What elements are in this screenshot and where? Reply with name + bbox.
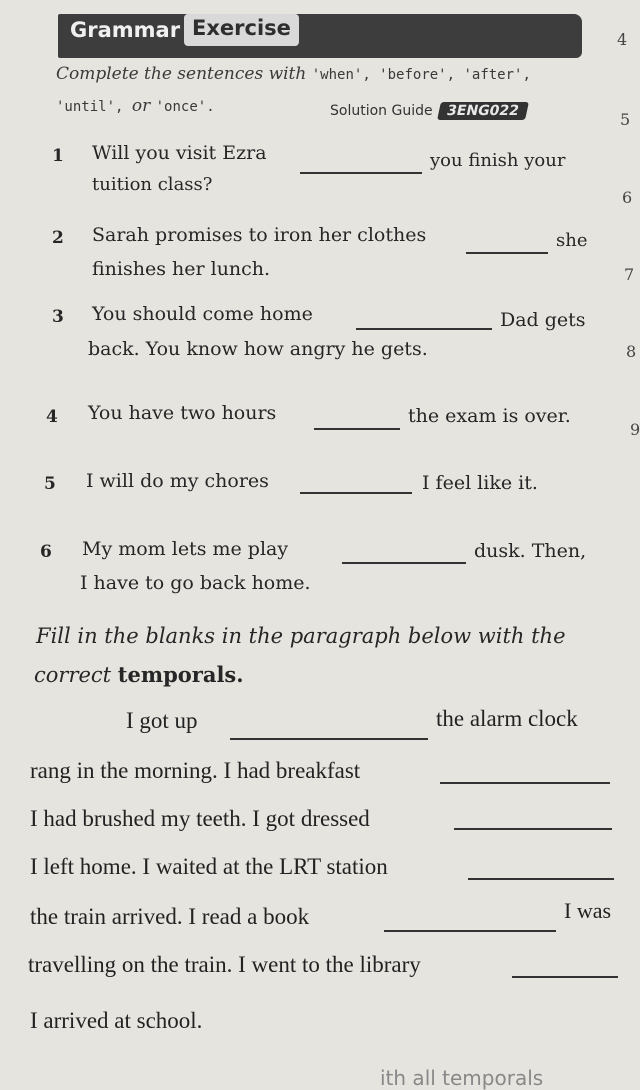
question-text: You should come home xyxy=(92,303,313,325)
answer-blank[interactable] xyxy=(342,562,466,564)
margin-number: 7 xyxy=(624,265,635,284)
bottom-partial-text: ith all temporals xyxy=(380,1066,544,1090)
answer-blank[interactable] xyxy=(384,930,556,932)
solution-guide-code: 3ENG022 xyxy=(437,102,529,120)
question-1 xyxy=(52,144,64,166)
question-text: I will do my chores xyxy=(86,470,269,492)
answer-blank[interactable] xyxy=(466,252,548,254)
question-text: finishes her lunch. xyxy=(92,258,271,280)
question-number: 1 xyxy=(52,146,64,166)
question-text: Dad gets xyxy=(500,309,586,331)
paragraph-line: rang in the morning. I had breakfast xyxy=(30,758,361,783)
paragraph-instruction-text: correct xyxy=(34,663,118,687)
instruction-text: or xyxy=(131,96,156,116)
answer-blank[interactable] xyxy=(300,172,422,174)
question-text: she xyxy=(556,230,588,251)
question-number: 3 xyxy=(52,307,64,327)
answer-blank[interactable] xyxy=(468,878,614,880)
paragraph-instruction-line-2 xyxy=(34,662,244,687)
question-number: 5 xyxy=(44,474,56,494)
question-text: the exam is over. xyxy=(408,405,571,427)
answer-blank[interactable] xyxy=(356,328,492,330)
margin-number: 8 xyxy=(626,342,637,361)
question-2 xyxy=(52,226,64,248)
answer-blank[interactable] xyxy=(454,828,612,830)
question-text: tuition class? xyxy=(92,174,213,195)
question-text: Sarah promises to iron her clothes xyxy=(92,224,427,246)
instruction-keywords: 'until', xyxy=(56,99,132,115)
question-text: dusk. Then, xyxy=(474,540,587,562)
question-3 xyxy=(52,305,64,327)
solution-guide-label: Solution Guide xyxy=(330,103,433,119)
instruction-text: Complete the sentences with xyxy=(56,64,312,84)
question-number: 4 xyxy=(46,407,58,427)
solution-guide xyxy=(330,102,526,120)
paragraph-line: I arrived at school. xyxy=(30,1008,203,1033)
answer-blank[interactable] xyxy=(512,976,618,978)
answer-blank[interactable] xyxy=(230,738,428,740)
question-5 xyxy=(44,472,56,494)
question-number: 6 xyxy=(40,542,52,562)
margin-number: 9 xyxy=(630,420,640,439)
paragraph-instruction-line-1: Fill in the blanks in the paragraph below with the xyxy=(36,624,566,648)
paragraph-line: travelling on the train. I went to the library xyxy=(28,952,421,977)
header-title-exercise: Exercise xyxy=(184,14,299,46)
margin-number: 6 xyxy=(622,188,633,207)
paragraph-line: I left home. I waited at the LRT station xyxy=(30,854,388,879)
question-text: back. You know how angry he gets. xyxy=(88,338,428,360)
margin-number: 4 xyxy=(617,30,628,49)
question-text: You have two hours xyxy=(88,402,277,424)
question-text: you finish your xyxy=(430,150,566,171)
paragraph-line: I had brushed my teeth. I got dressed xyxy=(30,806,370,831)
instruction-line-1 xyxy=(56,64,531,84)
paragraph-line: I was xyxy=(564,898,612,923)
answer-blank[interactable] xyxy=(314,428,400,430)
margin-number: 5 xyxy=(620,110,631,129)
instruction-keywords: 'once'. xyxy=(155,99,215,115)
question-text: I have to go back home. xyxy=(80,572,311,594)
header-title-grammar: Grammar xyxy=(70,18,181,42)
instruction-line-2 xyxy=(56,96,215,116)
answer-blank[interactable] xyxy=(300,492,412,494)
question-4 xyxy=(46,405,58,427)
question-text: Will you visit Ezra xyxy=(92,142,267,164)
paragraph-line: I got up xyxy=(126,708,198,733)
paragraph-instruction-keyword: temporals. xyxy=(117,662,244,687)
question-text: My mom lets me play xyxy=(82,538,289,560)
question-6 xyxy=(40,540,52,562)
answer-blank[interactable] xyxy=(440,782,610,784)
question-number: 2 xyxy=(52,228,64,248)
instruction-keywords: 'when', 'before', 'after', xyxy=(311,67,531,83)
question-text: I feel like it. xyxy=(422,472,538,494)
paragraph-line: the alarm clock xyxy=(436,706,578,731)
paragraph-line: the train arrived. I read a book xyxy=(30,904,310,929)
